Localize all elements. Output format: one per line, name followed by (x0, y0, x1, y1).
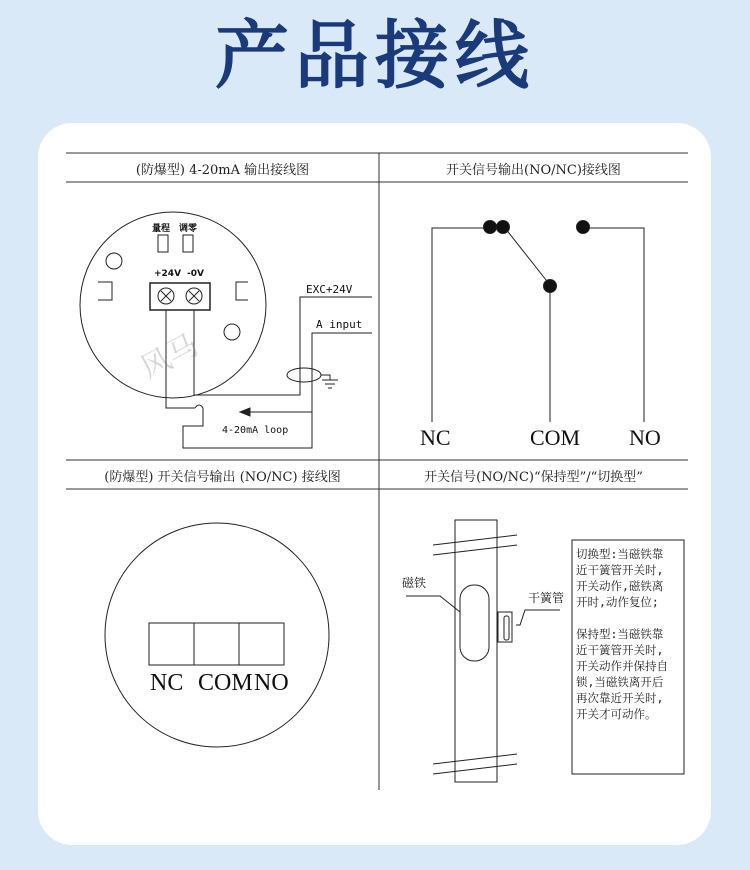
rail (455, 520, 497, 782)
minus-0v-label: -0V (187, 269, 204, 279)
range-label: 量程 (152, 224, 171, 234)
terminal-block (150, 283, 210, 310)
reed-label: 干簧管 (528, 591, 565, 605)
terminal-no-label: NO (254, 670, 289, 696)
exc-label: EXC+24V (306, 283, 353, 296)
magnet-label: 磁铁 (402, 576, 427, 590)
magnet (460, 585, 489, 661)
wire-minus (194, 297, 372, 395)
loop-label: 4-20mA loop (222, 425, 289, 436)
panel1-caption: (防爆型) 4-20mA 输出接线图 (135, 163, 310, 178)
shield-ground (321, 375, 330, 380)
reed-tube (504, 616, 509, 640)
loop-arrow (240, 408, 250, 416)
nc-contact-dot-2 (497, 221, 510, 234)
terminal-nc-box (149, 623, 194, 665)
watermark: 风马 (134, 327, 205, 387)
zero-label: 调零 (179, 224, 198, 234)
housing-notch-left (98, 282, 112, 300)
terminal-no-box (239, 623, 284, 665)
no-contact-dot (577, 221, 590, 234)
zero-pot (183, 235, 193, 252)
panel4-caption: 开关信号(NO/NC)“保持型”/“切换型” (424, 470, 643, 485)
switch-mode-note: 切换型:当磁铁靠 近干簧管开关时, 开关动作,磁铁离 开时,动作复位; 保持型:当磁铁靠 近干簧管开关时, 开关动作并保持自 锁,当磁铁离开后 再次靠近开关时, 开关才可动作。 (576, 547, 668, 721)
terminal-nc-label: NC (150, 670, 184, 696)
panel3-drawing (105, 523, 329, 747)
wire-hop (195, 405, 203, 408)
panel2-caption: 开关信号输出(NO/NC)接线图 (446, 163, 621, 178)
no-label: NO (629, 425, 661, 450)
terminal-com-label: COM (198, 670, 253, 696)
nc-contact-dot-1 (484, 221, 497, 234)
range-pot (158, 235, 168, 252)
panel3-caption: (防爆型) 开关信号输出 (NO/NC) 接线图 (104, 470, 341, 485)
terminal-housing (105, 523, 329, 747)
plus-24v-label: +24V (154, 269, 182, 279)
nc-label: NC (420, 425, 451, 450)
mount-hole-right (224, 324, 240, 340)
switch-arm (505, 228, 550, 285)
mount-hole-left (106, 253, 122, 269)
page-title: 产品接线 (215, 13, 535, 99)
panel2-drawing (432, 221, 644, 423)
terminal-com-box (194, 623, 239, 665)
com-label: COM (530, 425, 581, 450)
wire-input (240, 333, 372, 412)
input-label: A input (316, 318, 363, 331)
shield-ellipse (287, 368, 321, 382)
housing-notch-right (236, 282, 248, 300)
com-contact-dot (544, 280, 557, 293)
